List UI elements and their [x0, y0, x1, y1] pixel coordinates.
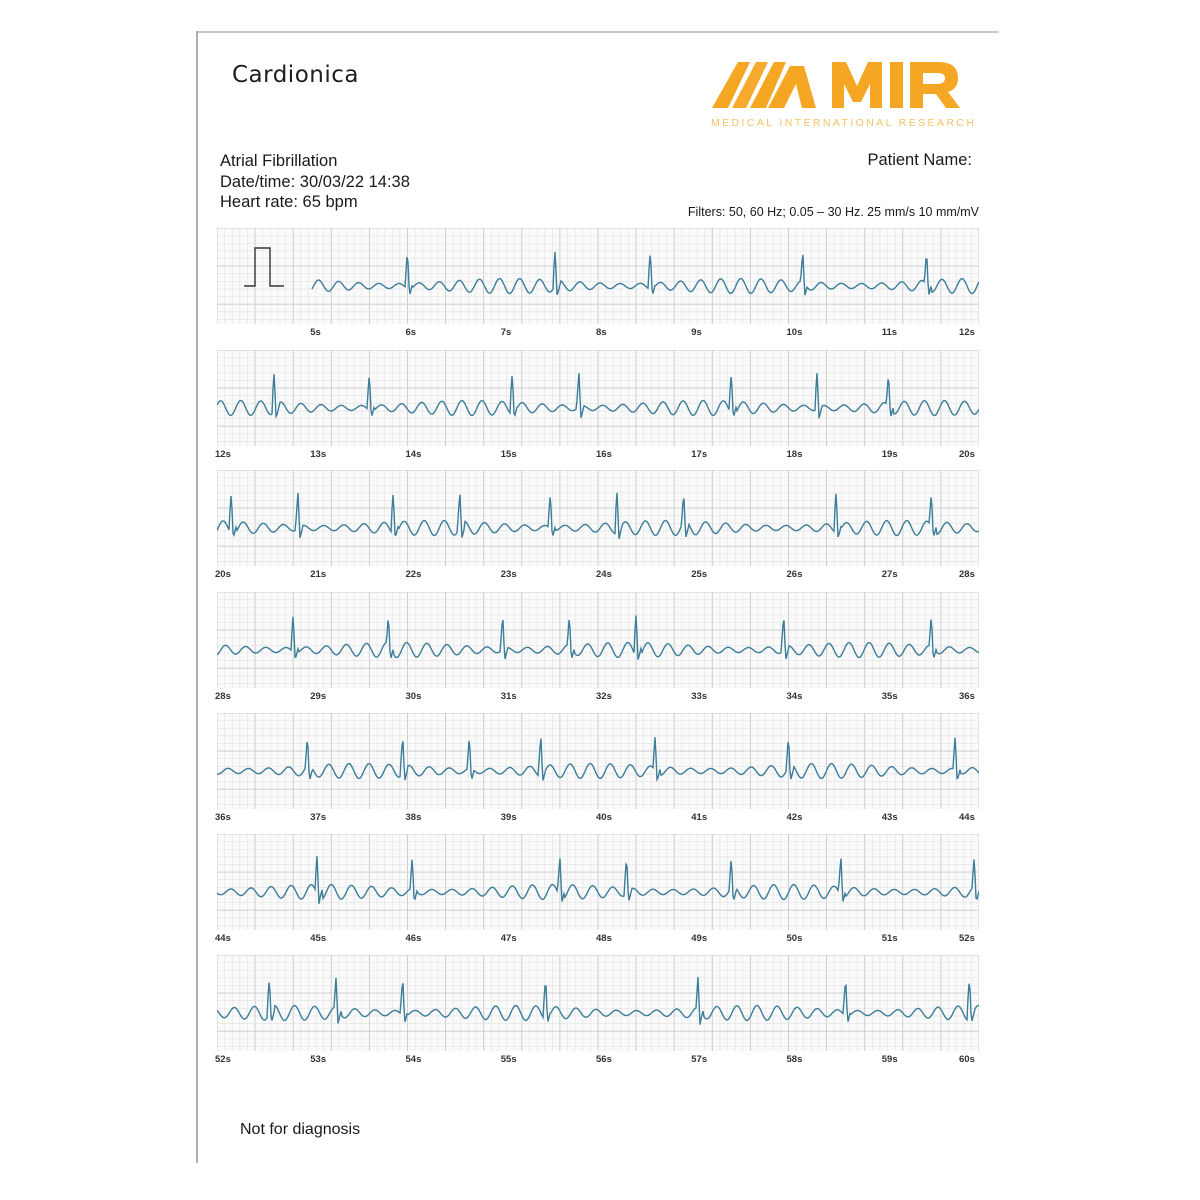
ecg-strip — [217, 470, 979, 566]
time-tick-label: 24s — [596, 569, 612, 580]
time-tick-label: 14s — [405, 449, 422, 460]
time-tick-label: 47s — [500, 933, 517, 944]
ecg-grid-trace — [217, 470, 979, 566]
time-tick-label: 18s — [786, 449, 803, 460]
time-tick-label: 54s — [405, 1054, 422, 1065]
time-tick-label: 56s — [596, 1054, 612, 1065]
time-tick-label: 28s — [959, 569, 975, 580]
ecg-strip — [217, 228, 979, 324]
brand-title: Cardionica — [232, 62, 359, 88]
time-tick-label: 21s — [310, 569, 327, 580]
time-tick-label: 8s — [596, 327, 607, 338]
mir-logo-icon — [710, 56, 970, 116]
datetime-label: Date/time: 30/03/22 14:38 — [220, 172, 410, 191]
ecg-grid-trace — [217, 713, 979, 809]
time-tick-label: 42s — [786, 812, 803, 823]
time-tick-label: 13s — [310, 449, 327, 460]
time-tick-label: 60s — [959, 1054, 975, 1065]
time-tick-label: 7s — [500, 327, 512, 338]
time-tick-label: 55s — [500, 1054, 517, 1065]
time-tick-label: 46s — [405, 933, 422, 944]
patient-name-label: Patient Name: — [867, 151, 972, 169]
time-tick-label: 17s — [691, 449, 708, 460]
time-tick-label: 28s — [215, 691, 231, 702]
logo-tagline: MEDICAL INTERNATIONAL RESEARCH — [711, 117, 977, 129]
filters-label: Filters: 50, 60 Hz; 0.05 – 30 Hz. 25 mm/s 10 mm/mV — [687, 205, 979, 219]
time-tick-label: 57s — [691, 1054, 708, 1065]
time-tick-label: 27s — [881, 569, 898, 580]
time-tick-label: 59s — [881, 1054, 898, 1065]
ecg-strip — [217, 592, 979, 688]
time-tick-label: 25s — [691, 569, 708, 580]
time-tick-label: 44s — [959, 812, 975, 823]
time-tick-label: 20s — [959, 449, 975, 460]
time-tick-label: 22s — [405, 569, 422, 580]
time-tick-label: 48s — [596, 933, 612, 944]
time-tick-label: 40s — [596, 812, 612, 823]
time-tick-label: 6s — [405, 327, 417, 338]
time-tick-label: 12s — [215, 449, 231, 460]
time-tick-label: 10s — [786, 327, 803, 338]
time-tick-label: 36s — [215, 812, 231, 823]
time-tick-label: 45s — [310, 933, 327, 944]
time-tick-label: 32s — [596, 691, 612, 702]
time-tick-label: 33s — [691, 691, 708, 702]
time-tick-label: 11s — [881, 327, 898, 338]
ecg-strip — [217, 834, 979, 930]
recording-info — [220, 151, 410, 213]
not-for-diagnosis-note: Not for diagnosis — [240, 1121, 361, 1138]
page-top-border — [197, 31, 999, 33]
time-tick-label: 12s — [959, 327, 975, 338]
diagnosis-label: Atrial Fibrillation — [220, 152, 338, 170]
time-tick-label: 44s — [215, 933, 231, 944]
time-tick-label: 41s — [691, 812, 708, 823]
time-tick-label: 15s — [500, 449, 517, 460]
ecg-grid-trace — [217, 834, 979, 930]
time-tick-label: 34s — [786, 691, 803, 702]
time-tick-label: 52s — [215, 1054, 231, 1065]
time-tick-label: 37s — [310, 812, 327, 823]
time-tick-label: 30s — [405, 691, 422, 702]
time-tick-label: 16s — [596, 449, 612, 460]
ecg-strip — [217, 955, 979, 1051]
time-tick-label: 19s — [881, 449, 898, 460]
time-tick-label: 49s — [691, 933, 708, 944]
time-tick-label: 38s — [405, 812, 422, 823]
time-tick-label: 43s — [881, 812, 898, 823]
time-tick-label: 29s — [310, 691, 327, 702]
time-tick-label: 36s — [959, 691, 975, 702]
time-tick-label: 50s — [786, 933, 803, 944]
ecg-grid-trace — [217, 955, 979, 1051]
time-tick-label: 31s — [500, 691, 517, 702]
ecg-grid-trace — [217, 228, 979, 324]
heart-rate-label: Heart rate: 65 bpm — [220, 193, 358, 211]
time-tick-label: 20s — [215, 569, 231, 580]
ecg-grid-trace — [217, 350, 979, 446]
time-tick-label: 52s — [959, 933, 975, 944]
time-tick-label: 23s — [500, 569, 517, 580]
time-tick-label: 51s — [881, 933, 898, 944]
time-tick-label: 39s — [500, 812, 517, 823]
page-left-border — [196, 31, 198, 1163]
time-tick-label: 5s — [310, 327, 321, 338]
time-tick-label: 35s — [881, 691, 898, 702]
time-tick-label: 26s — [786, 569, 803, 580]
ecg-strip — [217, 350, 979, 446]
time-tick-label: 53s — [310, 1054, 327, 1065]
time-tick-label: 58s — [786, 1054, 803, 1065]
ecg-strip — [217, 713, 979, 809]
time-tick-label: 9s — [691, 327, 702, 338]
ecg-grid-trace — [217, 592, 979, 688]
